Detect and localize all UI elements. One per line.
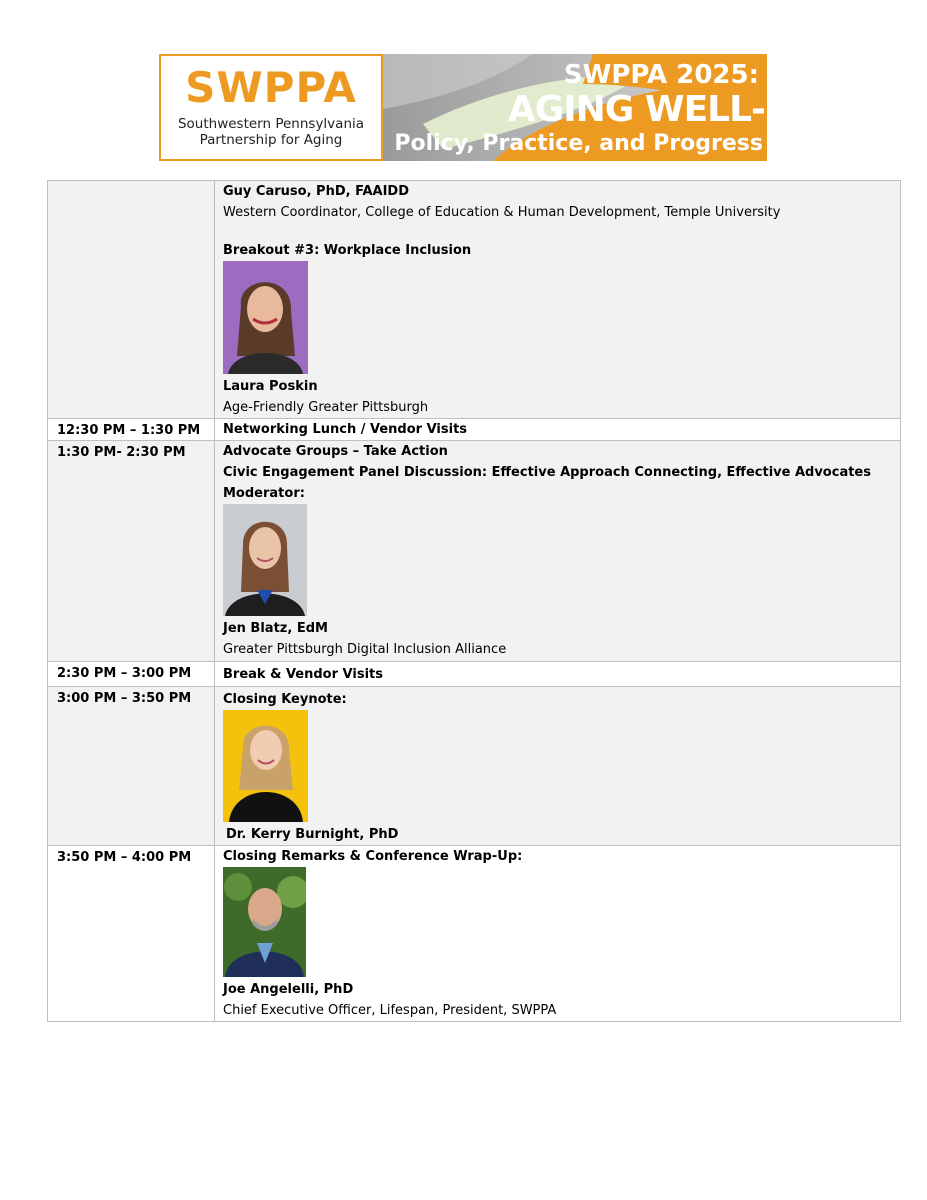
schedule-table	[47, 180, 901, 1022]
logo-subtitle-line1: Southwestern Pennsylvania	[177, 116, 365, 132]
logo-subtitle-line2: Partnership for Aging	[199, 132, 343, 148]
session-cell	[215, 687, 901, 846]
schedule-row	[48, 441, 901, 662]
swppa-logo	[159, 54, 383, 161]
banner-title-panel	[383, 54, 767, 161]
session-title: Advocate Groups – Take Action	[223, 444, 448, 459]
time-cell: 3:50 PM – 4:00 PM	[48, 846, 215, 1022]
session-title: Closing Remarks & Conference Wrap-Up:	[223, 849, 523, 864]
session-cell	[215, 846, 901, 1022]
session-cell	[215, 441, 901, 662]
time-cell: 2:30 PM – 3:00 PM	[48, 662, 215, 687]
schedule-row	[48, 846, 901, 1022]
banner-title-sub: Policy, Practice, and Progress	[394, 131, 763, 156]
session-title: Breakout #3: Workplace Inclusion	[223, 243, 472, 258]
time-cell: 1:30 PM- 2:30 PM	[48, 441, 215, 662]
logo-wordmark: SWPPA	[185, 63, 357, 112]
speaker-name: Joe Angelelli, PhD	[223, 982, 354, 997]
session-title: Break & Vendor Visits	[223, 667, 383, 682]
time-cell: 12:30 PM – 1:30 PM	[48, 419, 215, 441]
schedule-row	[48, 419, 901, 441]
speaker-photo	[223, 710, 308, 822]
speaker-photo	[223, 261, 308, 374]
schedule-row	[48, 662, 901, 687]
speaker-name: Laura Poskin	[223, 379, 318, 394]
speaker-name: Jen Blatz, EdM	[223, 621, 328, 636]
time-cell: 3:00 PM – 3:50 PM	[48, 687, 215, 846]
session-cell	[215, 181, 901, 419]
schedule-row	[48, 181, 901, 419]
schedule-row	[48, 687, 901, 846]
conference-banner	[159, 54, 767, 161]
speaker-affiliation: Chief Executive Officer, Lifespan, President, SWPPA	[223, 1003, 557, 1018]
speaker-photo	[223, 867, 306, 977]
banner-title-main: AGING WELL-	[507, 89, 765, 130]
speaker-name: Guy Caruso, PhD, FAAIDD	[223, 184, 410, 199]
speaker-affiliation: Western Coordinator, College of Education & Human Development, Temple University	[223, 205, 781, 220]
logo-subtitle	[178, 116, 364, 148]
session-title: Closing Keynote:	[223, 692, 347, 707]
speaker-affiliation: Greater Pittsburgh Digital Inclusion Alliance	[223, 642, 507, 657]
session-cell	[215, 662, 901, 687]
time-cell	[48, 181, 215, 419]
session-cell	[215, 419, 901, 441]
moderator-label: Moderator:	[223, 486, 305, 501]
banner-title-year: SWPPA 2025:	[563, 60, 759, 90]
speaker-photo	[223, 504, 307, 616]
session-title: Networking Lunch / Vendor Visits	[223, 422, 468, 437]
speaker-name: Dr. Kerry Burnight, PhD	[226, 827, 399, 842]
session-subtitle: Civic Engagement Panel Discussion: Effective Approach Connecting, Effective Advocates	[223, 465, 871, 480]
speaker-affiliation: Age-Friendly Greater Pittsburgh	[223, 400, 429, 415]
